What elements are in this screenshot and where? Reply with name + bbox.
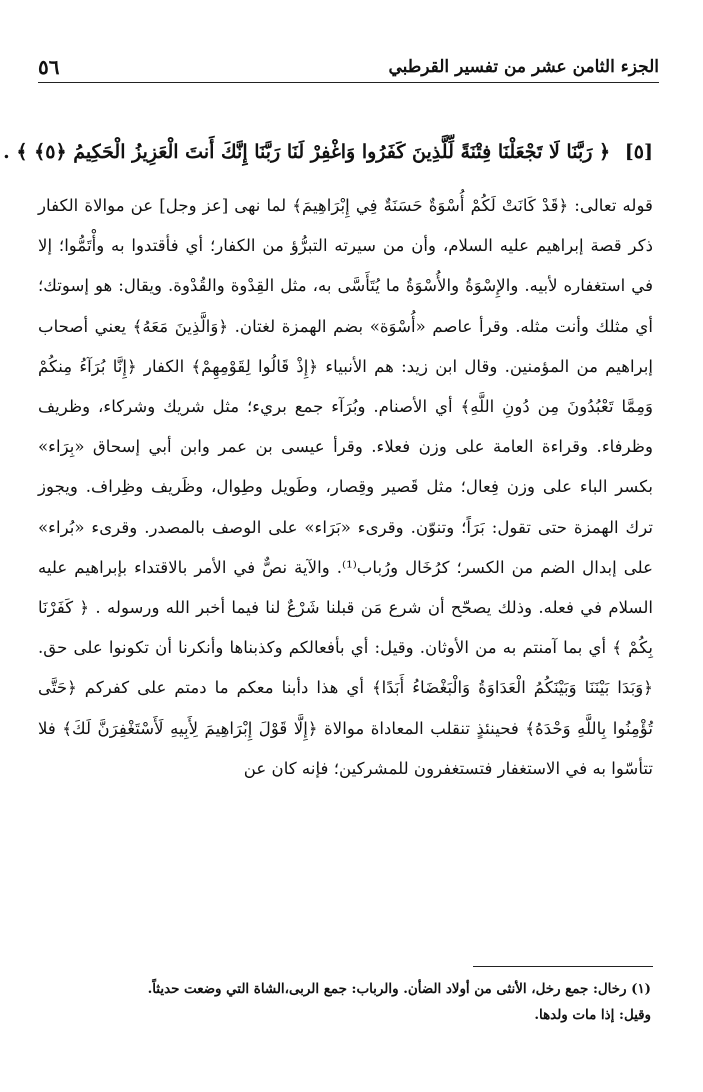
page-header — [38, 52, 659, 83]
verse-number: [٥] — [624, 141, 653, 163]
page-number: ٥٦ — [38, 55, 60, 79]
footnote-line-1: (١) رخال: جمع رخل، الأنثى من أولاد الضأن. والرباب: جمع الربى،الشاة التي وضعت حديثاً. — [147, 981, 651, 997]
running-title: الجزء الثامن عشر من تفسير القرطبي — [388, 57, 659, 77]
commentary-paragraph: قوله تعالى: ﴿قَدْ كَانَتْ لَكُمْ أُسْوَةٌ حَسَنَةٌ فِي إِبْرَاهِيمَ﴾ لما نهى [عز وجل] عن موالاة الكفار ذكر قصة إبراهيم عليه السلام، وأن من سيرته التبرُّؤ من الكفار؛ أي فأقتدوا به وأْتَمُّوا؛ إلا في استغفاره لأبيه. والإِسْوَةُ والأُسْوَةُ ما يُتَأَسَّى به، مثل القِدْوة والقُدْوة. ويقال: هو إسوتك؛ أي مثلك وأنت مثله. وقرأ عاصم «أُسْوَة» بضم الهمزة لغتان. ﴿وَالَّذِينَ مَعَهُ﴾ يعني أصحاب إبراهيم من المؤمنين. وقال ابن زيد: هم الأنبياء ﴿إِذْ قَالُوا لِقَوْمِهِمْ﴾ الكفار ﴿إِنَّا بُرَآءُ مِنكُمْ وَمِمَّا تَعْبُدُونَ مِن دُونِ اللَّهِ﴾ أي الأصنام. وبُرَآء جمع بريء؛ مثل شريك وشركاء، وظريف وظرفاء. وقراءة العامة على وزن فعلاء. وقرأ عيسى بن عمر وابن أبي إسحاق «بِرَاء» بكسر الباء على وزن فِعال؛ مثل قَصير وقِصار، وطَويل وطِوال، وظَريف وظِراف. ويجوز ترك الهمزة حتى تقول: بَرَاً؛ وتنوّن. وقرىء «بَرَاء» على الوصف بالمصدر. وقرىء «بُراء» على إبدال الضم من الكسر؛ كرُخَال ورُباب⁽¹⁾. والآية نصٌّ في الأمر بالاقتداء بإبراهيم عليه السلام في فعله. وذلك يصحّح أن شرع مَن قبلنا شَرْعٌ لنا فيما أخبر الله ورسوله . ﴿ كَفَرْنَا بِكُمْ ﴾ أي بما آمنتم به من الأوثان. وقيل: أي بأفعالكم وكذبناها وأنكرنا أن تكونوا على حق. ﴿وَبَدَا بَيْنَنَا وَبَيْنَكُمُ الْعَدَاوَةُ وَالْبَغْضَاءُ أَبَدًا﴾ أي هذا دأبنا معكم ما دمتم على كفركم ﴿حَتَّى تُؤْمِنُوا بِاللَّهِ وَحْدَهُ﴾ فحينئذٍ تنقلب المعاداة موالاة ﴿إِلَّا قَوْلَ إِبْرَاهِيمَ لِأَبِيهِ لَأَسْتَغْفِرَنَّ لَكَ﴾ فلا تتأسّوا به في الاستغفار فتستغفرون للمشركين؛ فإنه كان عن — [38, 196, 653, 778]
verse-text: ﴿ رَبَّنَا لَا تَجْعَلْنَا فِتْنَةً لِّلَّذِينَ كَفَرُوا وَاغْفِرْ لَنَا رَبَّنَا إِنَّكَ أَنتَ الْعَزِيزُ الْحَكِيمُ ﴿٥﴾ ﴾ . — [3, 141, 611, 163]
verse-line — [3, 130, 653, 174]
commentary-body — [38, 186, 653, 789]
footnotes — [40, 976, 651, 1028]
footnote-line-2: وقيل: إذا مات ولدها. — [534, 1007, 651, 1023]
footnote-divider — [473, 966, 653, 967]
